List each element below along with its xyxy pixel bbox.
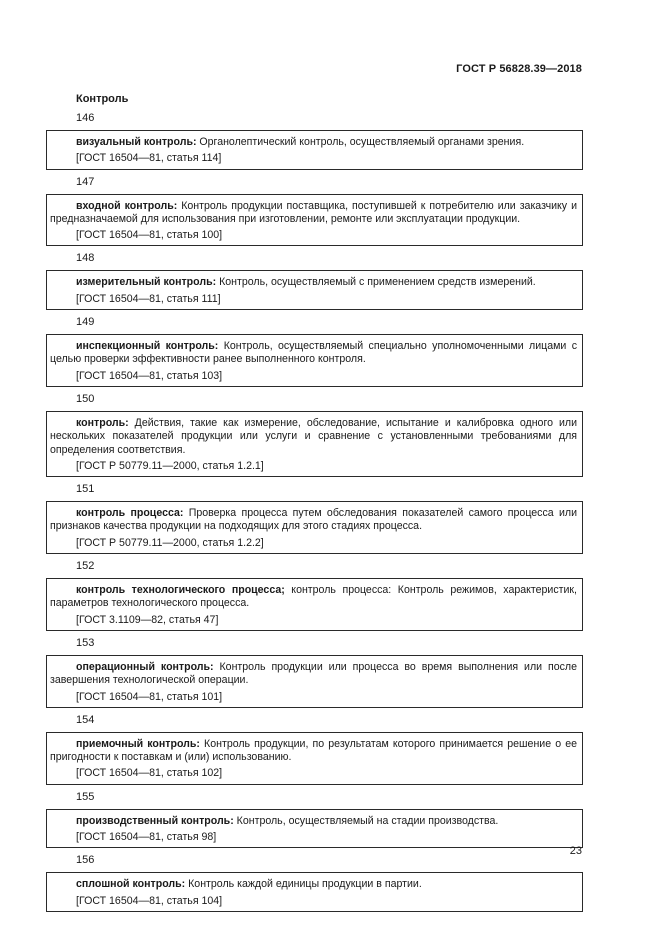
entry-number: 154 [76,713,95,726]
definition-text: Контроль, осуществляемый с применением средств измерений. [216,276,536,289]
term-box [46,578,583,631]
term-box [46,809,583,849]
definition-text: Проверка процесса путем обследования показателей самого процесса или признаков качества продукции на подходящих для этого стадиях процесса. [50,507,577,533]
definition-text: Контроль каждой единицы продукции в партии. [185,878,422,891]
term-box [46,872,583,912]
term-name: операционный контроль: [76,660,214,673]
entry-number: 146 [76,112,95,124]
document-id: ГОСТ Р 56828.39—2018 [456,63,582,75]
term-box [46,411,583,477]
term-box [46,655,583,708]
term-box [46,732,583,785]
term-definition [50,815,577,828]
term-name: инспекционный контроль: [76,340,219,353]
term-name: визуальный контроль: [76,136,197,148]
term-definition [50,340,577,367]
term-name: сплошной контроль: [76,878,186,891]
term-source: [ГОСТ 16504—81, статья 100] [76,229,223,242]
term-source: [ГОСТ 16504—81, статья 101] [76,690,223,703]
term-source: [ГОСТ 16504—81, статья 103] [76,369,223,382]
term-entries [46,112,583,918]
term-definition [50,584,577,611]
term-name: контроль: [76,416,129,429]
definition-text: Контроль продукции поставщика, поступившей к потребителю или заказчику и предназначаемой для использования при изготовлении, ремонте или эксплуатации продукции. [50,199,577,225]
entry-number: 148 [76,252,95,265]
term-box [46,270,583,310]
entry-number: 149 [76,316,95,329]
entry-number: 156 [76,854,95,867]
term-source: [ГОСТ 16504—81, статья 98] [76,831,217,844]
term-definition [50,507,577,534]
term-name: контроль технологического процесса; [76,584,285,597]
term-source: [ГОСТ 16504—81, статья 114] [76,152,222,165]
term-definition [50,200,577,227]
definition-text: Органолептический контроль, осуществляемый органами зрения. [196,136,525,148]
page-number: 23 [569,845,582,857]
definition-text: Действия, такие как измерение, обследование, испытание и калибровка одного или нескольких показателей продукции или услуги и сравнение с установленными требованиями для определения соответствия. [50,416,577,456]
entry-number: 150 [76,392,95,405]
term-source: [ГОСТ Р 50779.11—2000, статья 1.2.1] [76,459,264,472]
term-definition [50,661,577,688]
term-box [46,334,583,387]
term-definition [50,136,577,149]
term-definition [50,738,577,765]
term-definition [50,878,577,891]
term-name: входной контроль: [76,199,178,212]
definition-text: Контроль, осуществляемый специально уполномоченными лицами с целью проверки эффективности ранее выполненного контроля. [50,340,577,366]
section-title: Контроль [76,93,129,105]
term-box [46,130,583,170]
term-source: [ГОСТ 16504—81, статья 111] [76,292,221,305]
entry-number: 155 [76,790,95,803]
term-source: [ГОСТ 16504—81, статья 102] [76,767,223,780]
term-source: [ГОСТ 16504—81, статья 104] [76,894,223,907]
term-definition [50,276,577,289]
definition-text: Контроль, осуществляемый на стадии производства. [233,814,499,827]
term-name: измерительный контроль: [76,276,217,289]
term-name: производственный контроль: [76,814,234,827]
term-source: [ГОСТ Р 50779.11—2000, статья 1.2.2] [76,536,264,549]
term-definition [50,417,577,457]
term-box [46,501,583,554]
term-name: контроль процесса: [76,507,184,520]
definition-text: Контроль продукции, по результатам которого принимается решение о ее пригодности к поставкам и (или) использованию. [50,737,577,764]
entry-number: 153 [76,636,95,649]
entry-number: 147 [76,175,95,188]
definition-text: Контроль продукции или процесса во время выполнения или после завершения технологической операции. [50,660,577,687]
term-box [46,194,583,247]
definition-text: контроль процесса: Контроль режимов, характеристик, параметров технологического процесса. [50,584,577,610]
term-name: приемочный контроль: [76,737,200,750]
entry-number: 152 [76,560,95,573]
entry-number: 151 [76,483,95,496]
term-source: [ГОСТ 3.1109—82, статья 47] [76,613,219,626]
